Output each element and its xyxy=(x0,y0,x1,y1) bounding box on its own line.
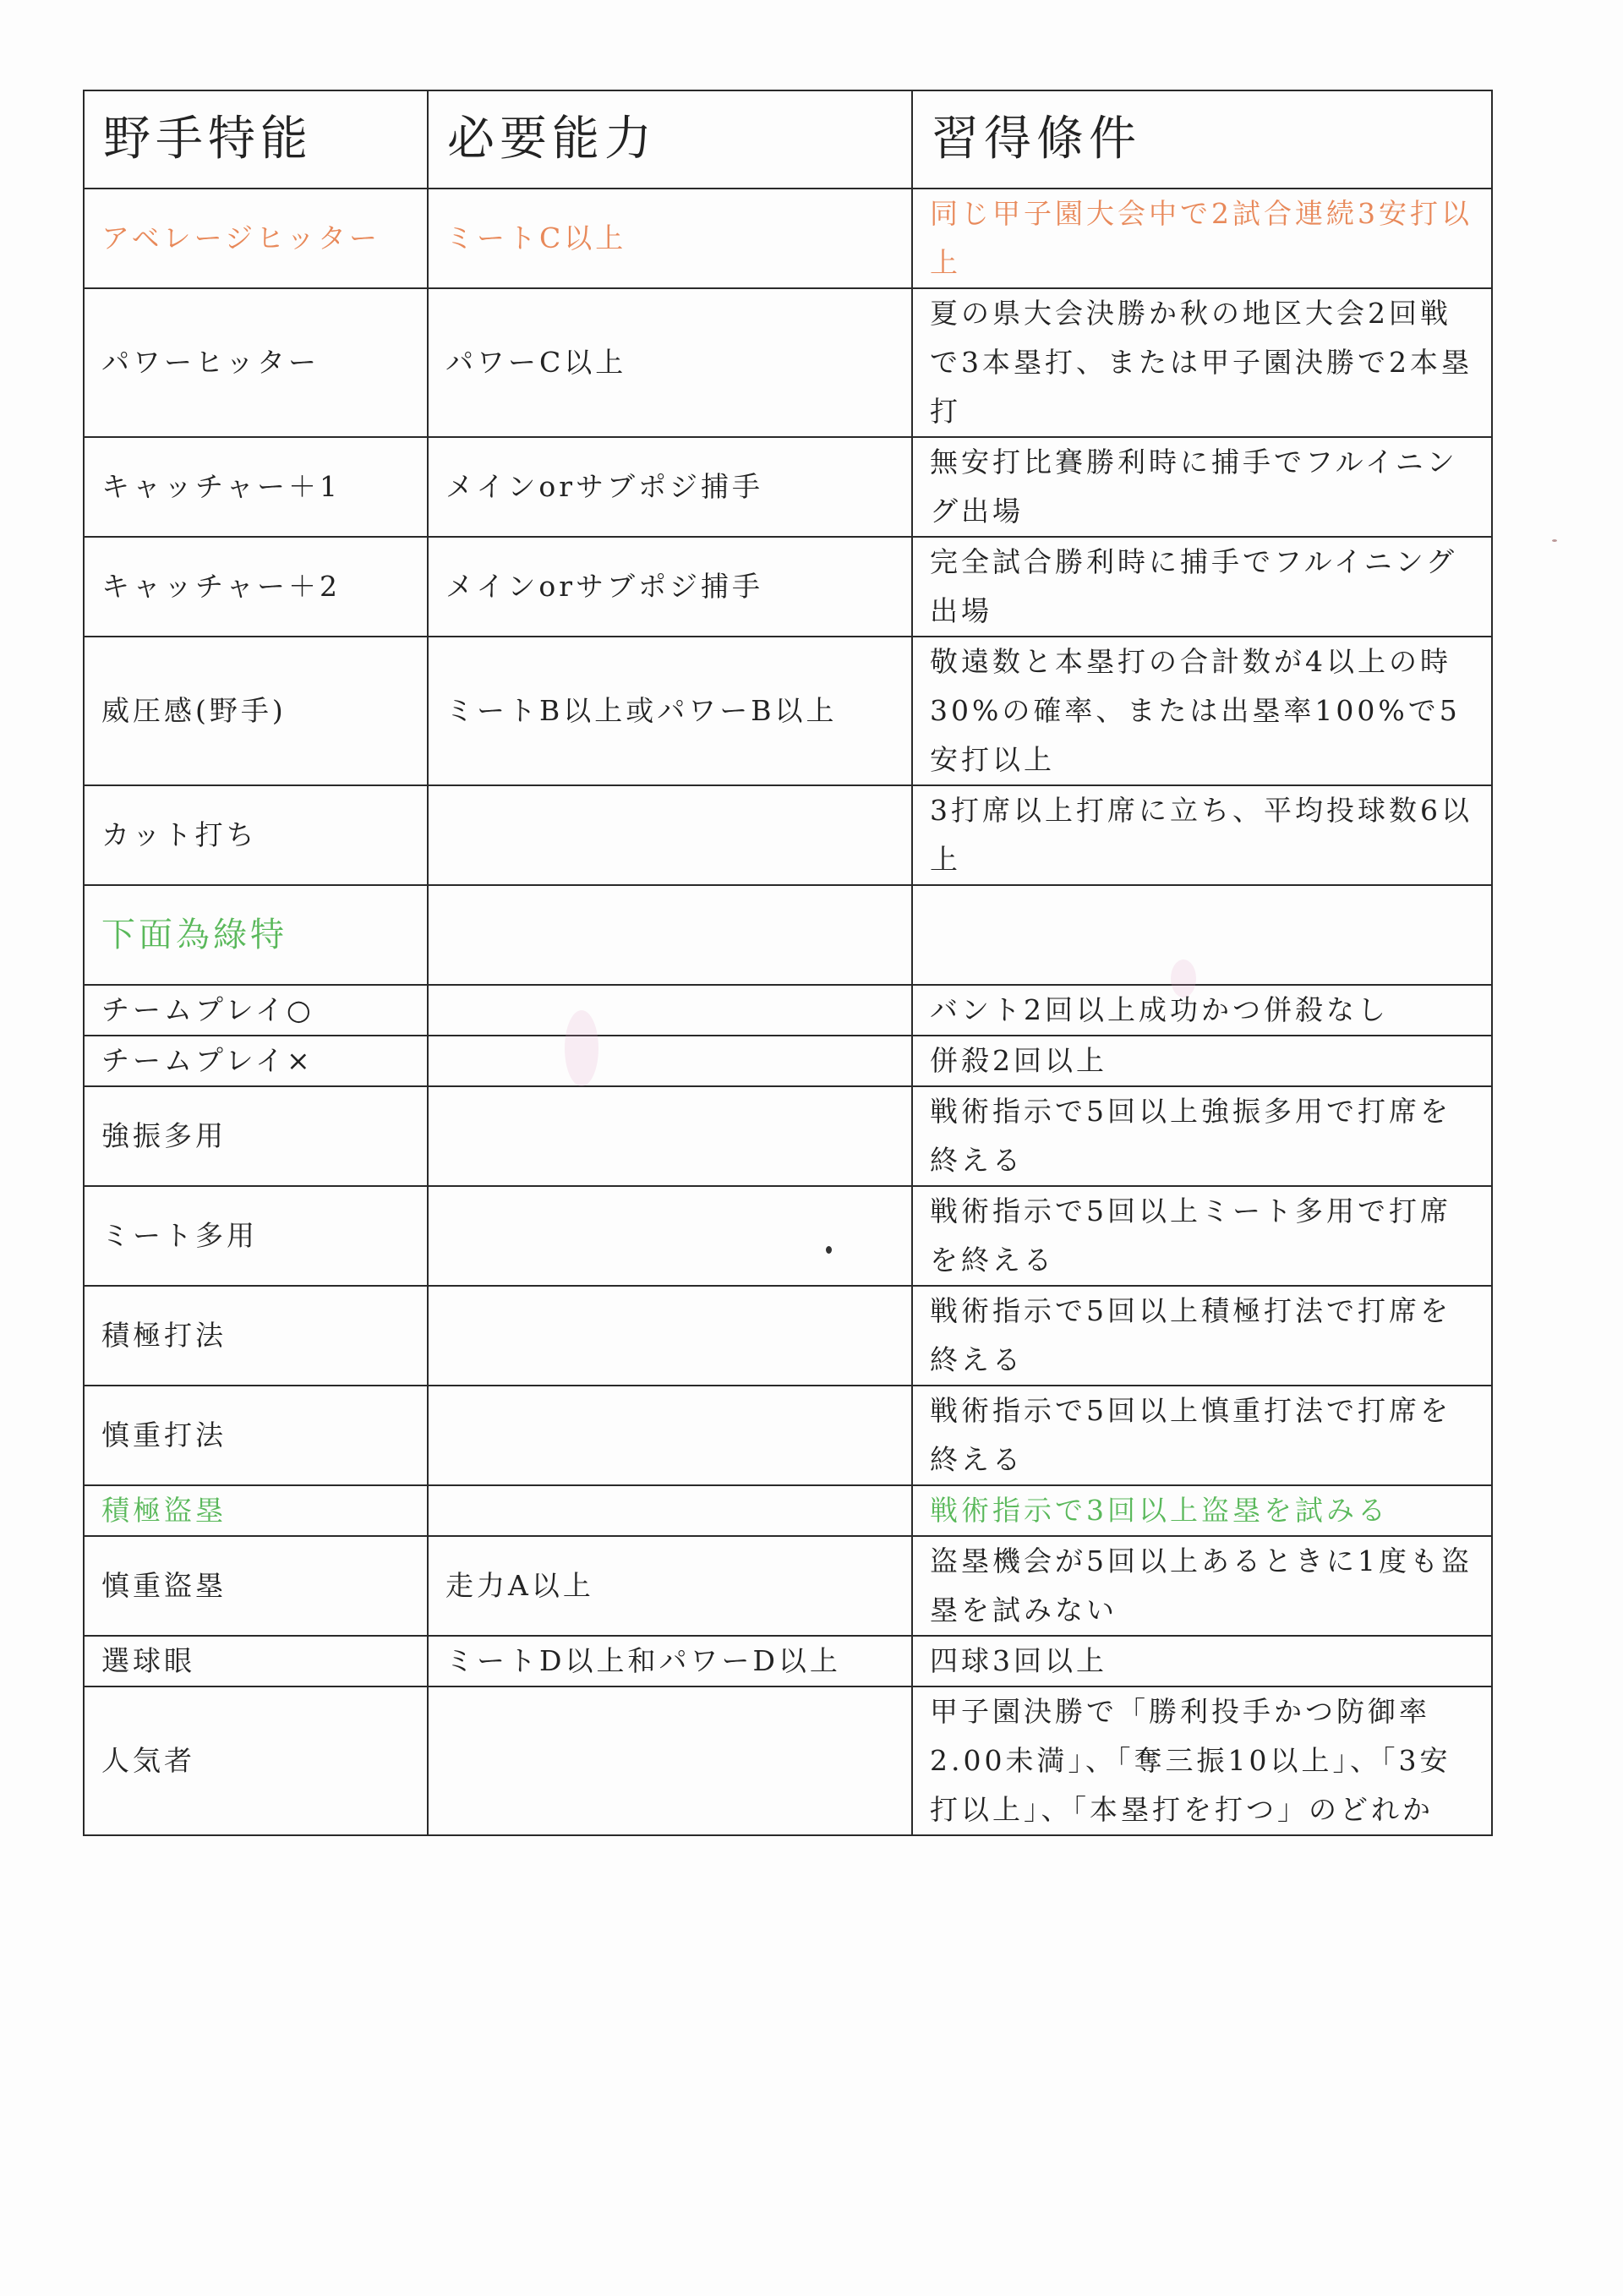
table-row xyxy=(84,1086,1492,1186)
table-row xyxy=(84,1536,1492,1636)
table-row xyxy=(84,437,1492,537)
skill-name: 積極打法 xyxy=(84,1286,428,1386)
table-row xyxy=(84,288,1492,437)
skill-condition: 戦術指示で3回以上盗塁を試みる xyxy=(912,1485,1492,1536)
table-row xyxy=(84,537,1492,637)
skill-name: 威圧感(野手) xyxy=(84,637,428,785)
skill-condition: 完全試合勝利時に捕手でフルイニング出場 xyxy=(912,537,1492,637)
skill-requirement xyxy=(428,1186,912,1286)
skill-name: カット打ち xyxy=(84,785,428,885)
skill-name: 慎重盜塁 xyxy=(84,1536,428,1636)
skill-requirement: ミートD以上和パワーD以上 xyxy=(428,1636,912,1686)
skill-requirement: ミートB以上或パワーB以上 xyxy=(428,637,912,785)
skill-requirement xyxy=(428,1485,912,1536)
skill-requirement xyxy=(428,1386,912,1485)
table-row xyxy=(84,1636,1492,1686)
skill-name: 人気者 xyxy=(84,1686,428,1835)
skill-condition: 3打席以上打席に立ち、平均投球数6以上 xyxy=(912,785,1492,885)
skill-condition: 夏の県大会決勝か秋の地区大会2回戦で3本塁打、または甲子園決勝で2本塁打 xyxy=(912,288,1492,437)
skill-requirement xyxy=(428,1686,912,1835)
skill-condition: 戦術指示で5回以上積極打法で打席を終える xyxy=(912,1286,1492,1386)
skill-condition: バント2回以上成功かつ併殺なし xyxy=(912,985,1492,1036)
skill-name: 選球眼 xyxy=(84,1636,428,1686)
fielder-skills-table xyxy=(83,90,1493,1836)
table-row xyxy=(84,637,1492,785)
skill-name: キャッチャー＋2 xyxy=(84,537,428,637)
skill-requirement: メインorサブポジ捕手 xyxy=(428,437,912,537)
skill-condition: 盗塁機会が5回以上あるときに1度も盗塁を試みない xyxy=(912,1536,1492,1636)
skill-name: チームプレイ○ xyxy=(84,985,428,1036)
table-row xyxy=(84,1286,1492,1386)
section-title-green-skills: 下面為綠特 xyxy=(84,885,428,985)
skill-condition xyxy=(912,885,1492,985)
table-row xyxy=(84,1386,1492,1485)
skill-requirement xyxy=(428,885,912,985)
skill-requirement: メインorサブポジ捕手 xyxy=(428,537,912,637)
header-required-ability: 必要能力 xyxy=(428,90,912,189)
table-header-row xyxy=(84,90,1492,189)
table-row xyxy=(84,1036,1492,1086)
skill-requirement xyxy=(428,985,912,1036)
skill-condition: 無安打比賽勝利時に捕手でフルイニング出場 xyxy=(912,437,1492,537)
skill-condition: 甲子園決勝で「勝利投手かつ防御率2.00未満」、「奪三振10以上」、「3安打以上」、「本塁打を打つ」のどれか xyxy=(912,1686,1492,1835)
skill-name: 強振多用 xyxy=(84,1086,428,1186)
skill-condition: 戦術指示で5回以上慎重打法で打席を終える xyxy=(912,1386,1492,1485)
skill-condition: 同じ甲子園大会中で2試合連続3安打以上 xyxy=(912,189,1492,288)
skill-condition: 四球3回以上 xyxy=(912,1636,1492,1686)
skill-name: アベレージヒッター xyxy=(84,189,428,288)
ink-speck xyxy=(826,1246,832,1254)
ink-speck xyxy=(1552,539,1557,542)
skill-condition: 戦術指示で5回以上ミート多用で打席を終える xyxy=(912,1186,1492,1286)
skill-requirement xyxy=(428,1286,912,1386)
header-acquire-condition: 習得條件 xyxy=(912,90,1492,189)
table-row xyxy=(84,985,1492,1036)
table-row xyxy=(84,1186,1492,1286)
skill-requirement xyxy=(428,785,912,885)
header-skill-name: 野手特能 xyxy=(84,90,428,189)
skill-name: キャッチャー＋1 xyxy=(84,437,428,537)
table-row xyxy=(84,785,1492,885)
skill-name: ミート多用 xyxy=(84,1186,428,1286)
table-row xyxy=(84,189,1492,288)
skill-name: 慎重打法 xyxy=(84,1386,428,1485)
skill-condition: 敬遠数と本塁打の合計数が4以上の時30%の確率、または出塁率100%で5安打以上 xyxy=(912,637,1492,785)
stamp-trace xyxy=(1171,959,1196,998)
skill-name: パワーヒッター xyxy=(84,288,428,437)
skill-name: チームプレイ× xyxy=(84,1036,428,1086)
skill-requirement: 走力A以上 xyxy=(428,1536,912,1636)
skill-name: 積極盜塁 xyxy=(84,1485,428,1536)
skill-requirement xyxy=(428,1036,912,1086)
skill-condition: 併殺2回以上 xyxy=(912,1036,1492,1086)
table-row xyxy=(84,885,1492,985)
stamp-trace xyxy=(565,1010,598,1086)
skill-condition: 戦術指示で5回以上強振多用で打席を終える xyxy=(912,1086,1492,1186)
skill-requirement: パワーC以上 xyxy=(428,288,912,437)
skill-requirement xyxy=(428,1086,912,1186)
table-row xyxy=(84,1485,1492,1536)
skill-requirement: ミートC以上 xyxy=(428,189,912,288)
table-row xyxy=(84,1686,1492,1835)
